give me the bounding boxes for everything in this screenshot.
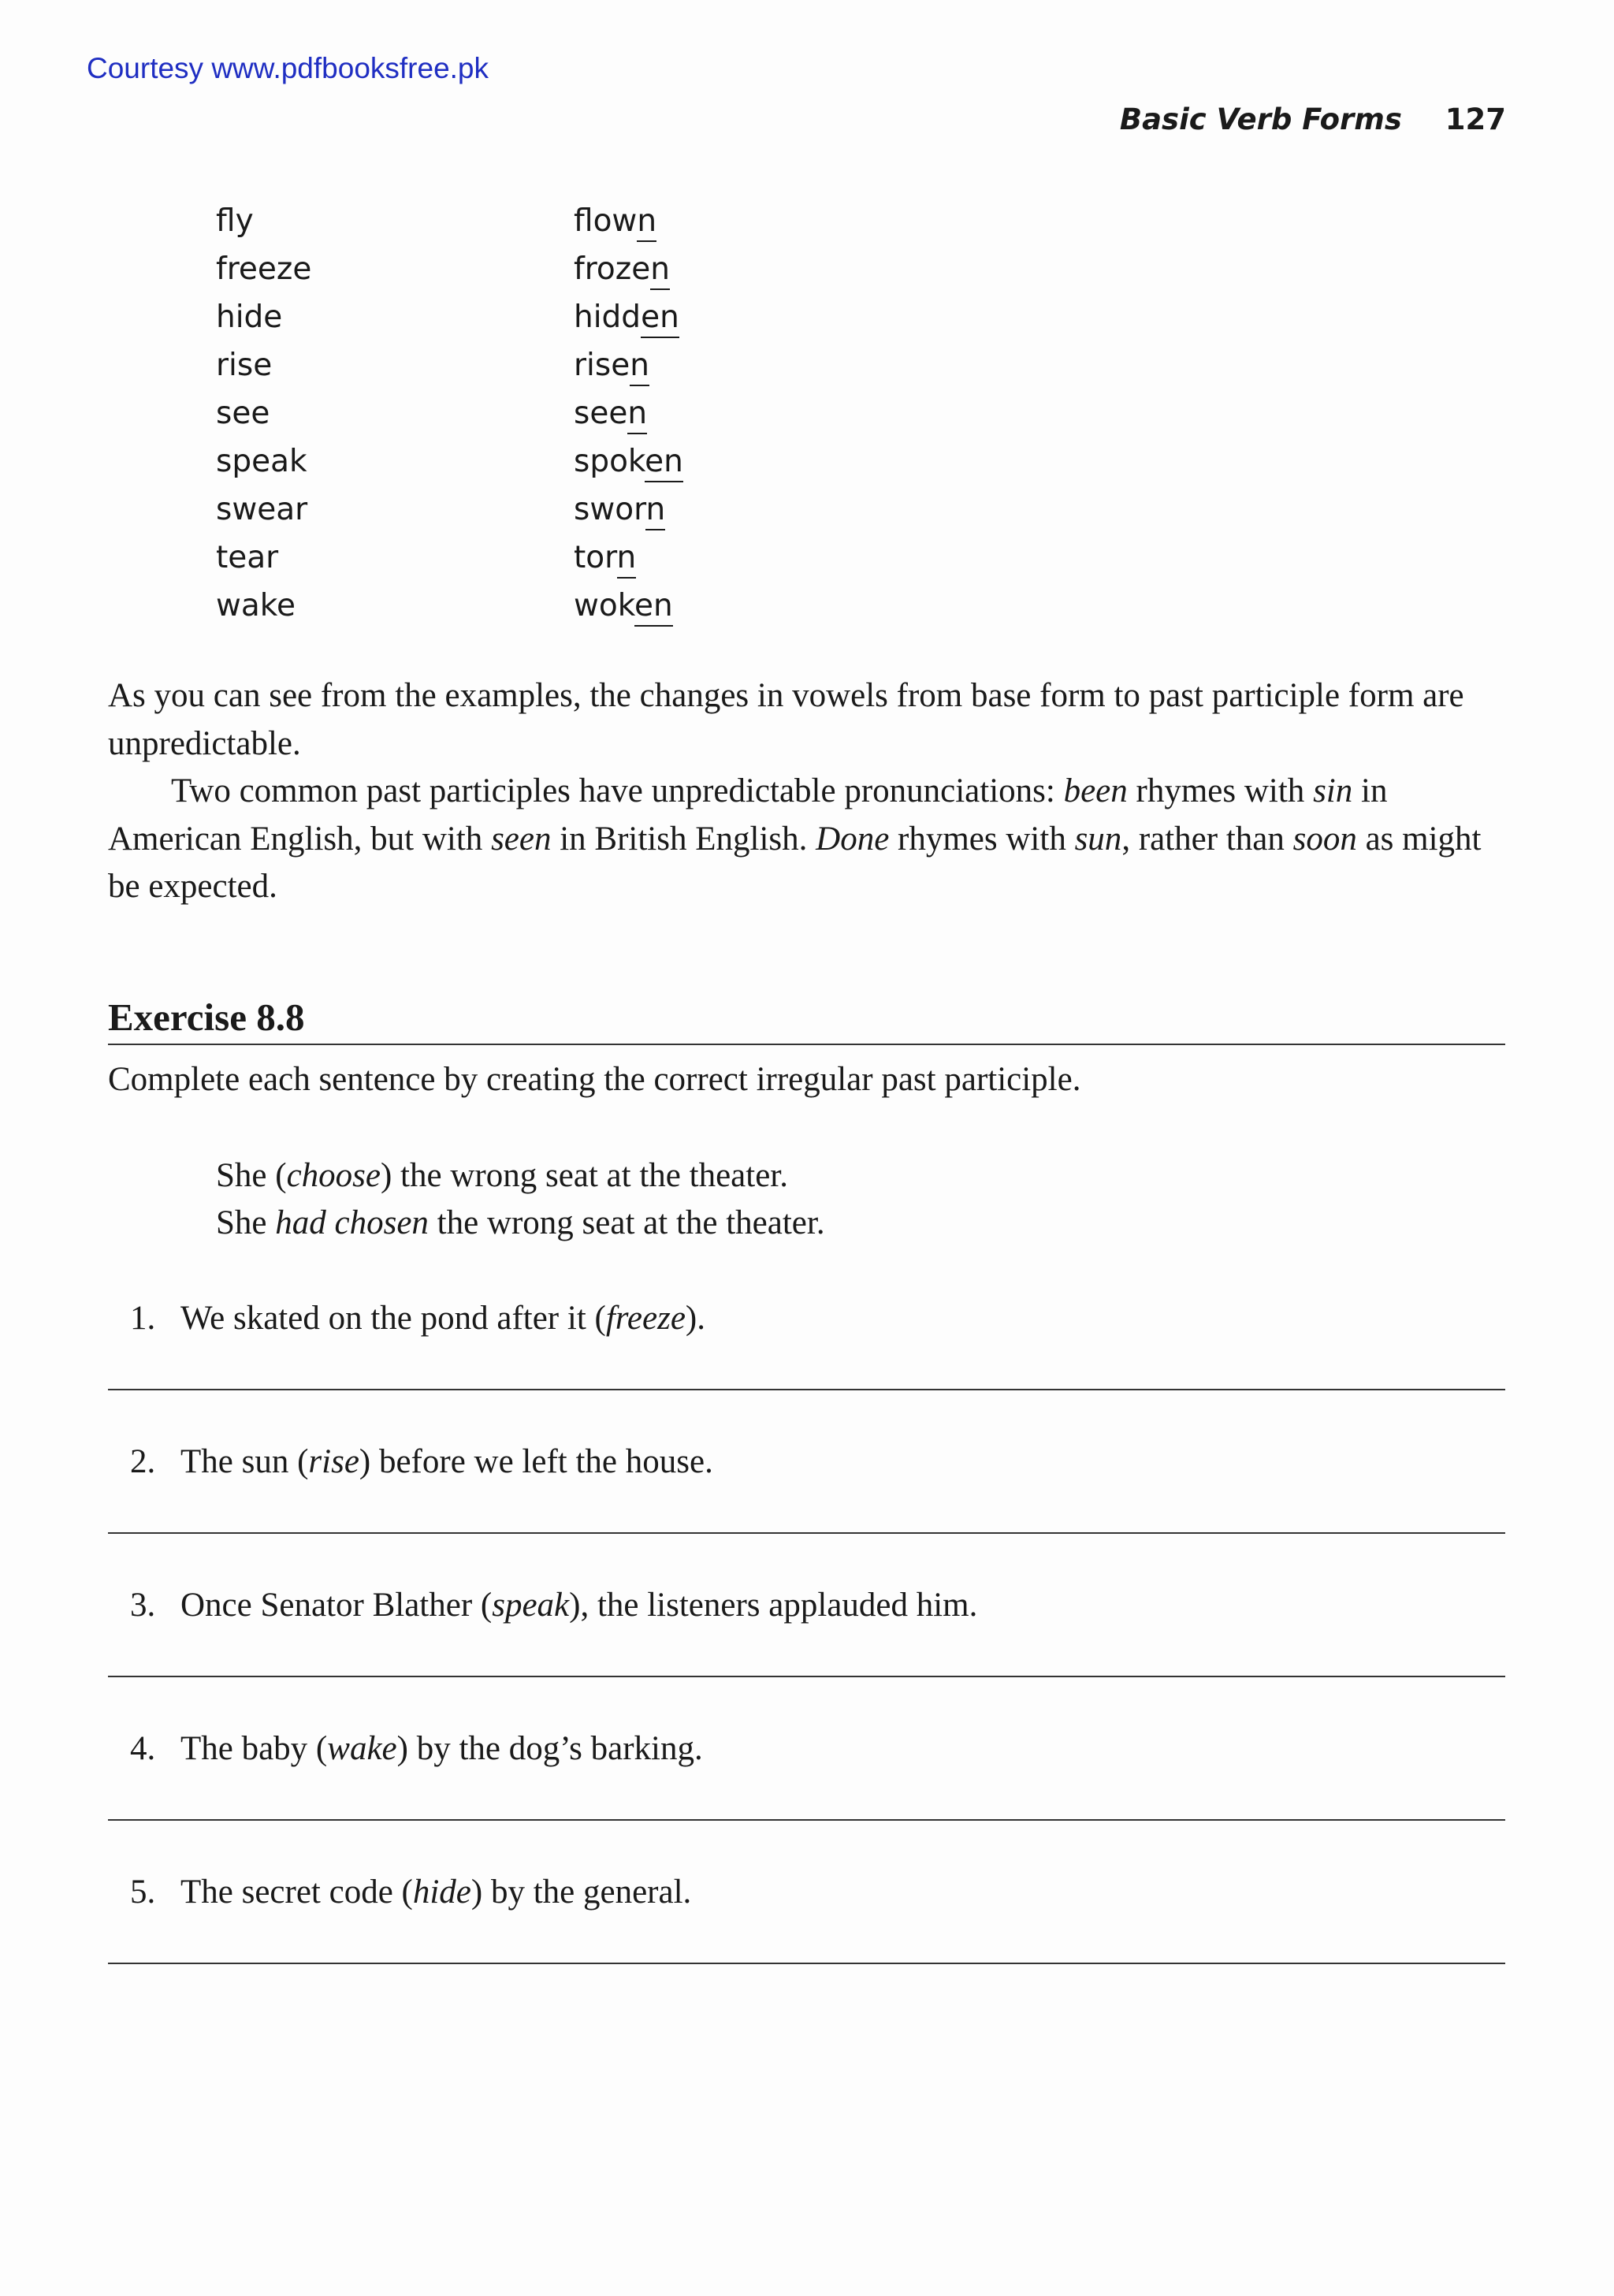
item-verb: wake [327, 1730, 397, 1767]
exercise-item [108, 1869, 1505, 2012]
example-prompt [216, 1152, 788, 1200]
example-answer [216, 1200, 825, 1247]
example-verb: choose [286, 1157, 381, 1194]
item-verb: rise [308, 1443, 359, 1480]
participle-stem: flow [574, 203, 638, 239]
item-sentence [180, 1295, 705, 1342]
item-number: 5. [130, 1874, 156, 1911]
verb-participle [574, 245, 670, 293]
text-run: She [216, 1204, 276, 1241]
verb-participle [574, 582, 673, 630]
item-number: 3. [130, 1587, 156, 1624]
participle-suffix: n [645, 492, 665, 530]
participle-suffix: en [645, 444, 683, 482]
text-run: in American English, but with [108, 772, 1388, 858]
emphasis: seen [491, 820, 552, 858]
page-number: 127 [1445, 102, 1506, 136]
exercise-item [108, 1295, 1505, 1438]
participle-stem: rise [574, 348, 630, 383]
text-run: The secret code ( [180, 1874, 413, 1911]
answer-line[interactable] [108, 1676, 1505, 1677]
text-run: ) before we left the house. [359, 1443, 713, 1480]
verb-base: see [216, 396, 270, 431]
text-run: ) by the general. [470, 1874, 692, 1911]
verb-base: tear [216, 540, 279, 575]
verb-base: wake [216, 588, 296, 623]
verb-participle [574, 486, 665, 534]
text-run: ), the listeners applauded him. [569, 1587, 978, 1624]
verb-base: freeze [216, 251, 312, 287]
participle-suffix: n [627, 396, 647, 434]
text-run: Two common past participles have unpredictable pronunciations: [171, 772, 1064, 809]
verb-participle [574, 437, 683, 486]
text-run: as might be expected. [108, 820, 1482, 905]
participle-stem: see [574, 396, 628, 431]
text-run: ) by the dog’s barking. [396, 1730, 703, 1767]
text-run: the wrong seat at the theater. [428, 1204, 825, 1241]
item-verb: freeze [605, 1300, 686, 1337]
verb-base: rise [216, 348, 273, 383]
courtesy-link[interactable]: Courtesy www.pdfbooksfree.pk [87, 52, 489, 84]
running-head [1120, 102, 1506, 136]
participle-stem: hidd [574, 300, 642, 335]
text-run: , rather than [1121, 820, 1293, 858]
text-run: ) the wrong seat at the theater. [380, 1157, 788, 1194]
verb-participle [574, 197, 656, 245]
participle-suffix: en [634, 588, 673, 627]
text-run: She ( [216, 1157, 287, 1194]
explanation-paragraph: As you can see from the examples, the changes in vowels from base form to past participle form are unpredictable. [108, 677, 1464, 762]
emphasis: soon [1292, 820, 1357, 858]
text-run: Once Senator Blather ( [180, 1587, 493, 1624]
emphasis: been [1063, 772, 1128, 809]
verb-base: hide [216, 300, 283, 335]
answer-line[interactable] [108, 1819, 1505, 1821]
exercise-title: Exercise 8.8 [108, 993, 1505, 1045]
participle-stem: spok [574, 444, 645, 479]
item-number: 4. [130, 1730, 156, 1767]
emphasis: Done [816, 820, 890, 858]
text-run: rhymes with [1127, 772, 1314, 809]
verb-participle [574, 389, 647, 437]
verb-base: fly [216, 203, 254, 239]
item-number: 2. [130, 1443, 156, 1480]
participle-suffix: n [650, 251, 670, 290]
text-run: We skated on the pond after it ( [180, 1300, 606, 1337]
exercise-item [108, 1438, 1505, 1582]
answer-line[interactable] [108, 1532, 1505, 1534]
text-run: The sun ( [180, 1443, 309, 1480]
answer-line[interactable] [108, 1963, 1505, 1964]
exercise-item [108, 1725, 1505, 1869]
emphasis: sin [1313, 772, 1353, 809]
text-run: The baby ( [180, 1730, 328, 1767]
verb-base: swear [216, 492, 308, 527]
text-run: rhymes with [889, 820, 1075, 858]
answer-line[interactable] [108, 1389, 1505, 1390]
participle-stem: swor [574, 492, 646, 527]
item-sentence [180, 1869, 691, 1916]
participle-suffix: n [630, 348, 649, 386]
verb-participle [574, 534, 636, 582]
participle-stem: froze [574, 251, 651, 287]
verb-participle [574, 293, 679, 341]
text-run: in British English. [551, 820, 816, 858]
participle-stem: wok [574, 588, 634, 623]
participle-suffix: n [637, 203, 656, 242]
item-verb: hide [412, 1874, 471, 1911]
participle-suffix: en [641, 300, 679, 338]
item-verb: speak [492, 1587, 570, 1624]
verb-base: speak [216, 444, 307, 479]
item-sentence [180, 1438, 713, 1486]
text-run: ). [685, 1300, 705, 1337]
emphasis: sun [1074, 820, 1122, 858]
example-verb: had chosen [275, 1204, 429, 1241]
verb-participle [574, 341, 649, 389]
participle-stem: tor [574, 540, 617, 575]
item-sentence [180, 1582, 977, 1629]
section-title: Basic Verb Forms [1119, 102, 1402, 136]
item-number: 1. [130, 1300, 156, 1337]
exercise-item [108, 1582, 1505, 1725]
participle-suffix: n [617, 540, 637, 579]
exercise-instruction: Complete each sentence by creating the correct irregular past participle. [108, 1061, 1081, 1098]
item-sentence [180, 1725, 703, 1773]
pronunciation-paragraph [108, 768, 1509, 911]
